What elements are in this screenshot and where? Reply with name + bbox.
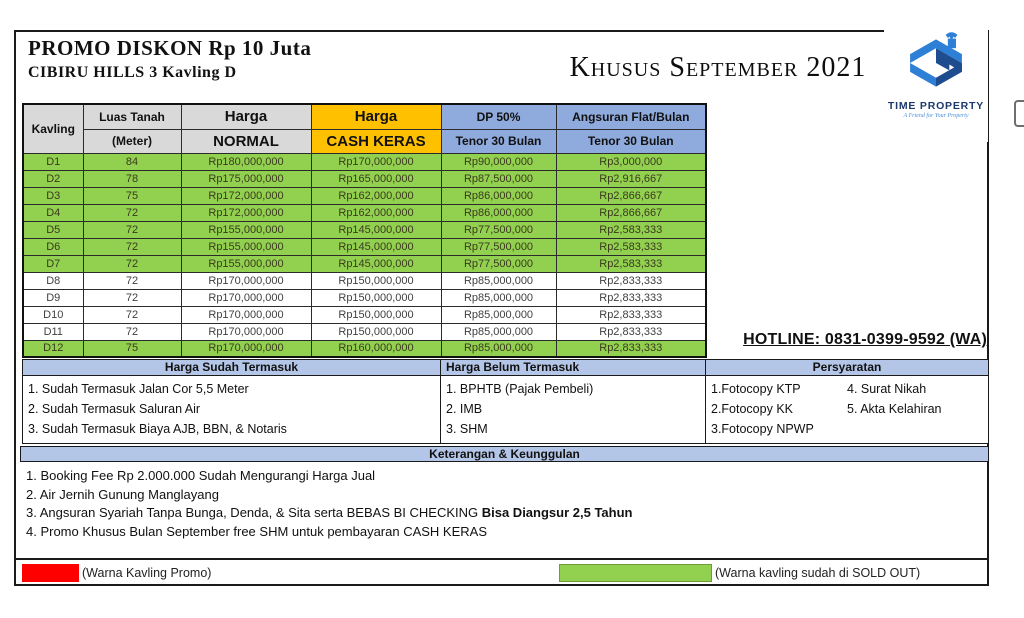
requirement-item: 4. Surat Nikah	[847, 382, 927, 396]
cell-normal: Rp170,000,000	[181, 306, 311, 323]
excluded-item: 1. BPHTB (Pajak Pembeli)	[446, 382, 594, 396]
included-item: 2. Sudah Termasuk Saluran Air	[28, 402, 201, 416]
cell-cash: Rp162,000,000	[311, 187, 441, 204]
section-header-included: Harga Sudah Termasuk	[22, 359, 441, 376]
promo-color-label: (Warna Kavling Promo)	[82, 566, 212, 580]
cell-normal: Rp172,000,000	[181, 204, 311, 221]
cell-kavling: D3	[23, 187, 83, 204]
cell-angsuran: Rp2,583,333	[556, 221, 706, 238]
cell-cash: Rp145,000,000	[311, 255, 441, 272]
cell-luas: 72	[83, 289, 181, 306]
price-table-header	[23, 104, 706, 153]
cell-angsuran: Rp2,833,333	[556, 340, 706, 357]
cell-luas: 72	[83, 221, 181, 238]
col-header-angsuran-1: Angsuran Flat/Bulan	[556, 104, 706, 129]
excluded-item: 2. IMB	[446, 402, 483, 416]
cell-angsuran: Rp2,833,333	[556, 306, 706, 323]
keterangan-header: Keterangan & Keunggulan	[20, 446, 989, 462]
cell-dp: Rp85,000,000	[441, 323, 556, 340]
table-row	[23, 153, 706, 170]
cell-dp: Rp85,000,000	[441, 340, 556, 357]
table-row	[23, 272, 706, 289]
cell-cash: Rp165,000,000	[311, 170, 441, 187]
col-header-dp-2: Tenor 30 Bulan	[441, 129, 556, 153]
included-item: 3. Sudah Termasuk Biaya AJB, BBN, & Notaris	[28, 422, 287, 436]
cell-luas: 72	[83, 272, 181, 289]
keterangan-item: 4. Promo Khusus Bulan September free SHM untuk pembayaran CASH KERAS	[26, 523, 487, 539]
cell-angsuran: Rp2,833,333	[556, 323, 706, 340]
cell-kavling: D10	[23, 306, 83, 323]
requirements-column-1	[711, 379, 847, 440]
cell-normal: Rp180,000,000	[181, 153, 311, 170]
clipped-edge-box	[1014, 100, 1024, 127]
cell-normal: Rp170,000,000	[181, 340, 311, 357]
cell-angsuran: Rp2,583,333	[556, 255, 706, 272]
cell-cash: Rp150,000,000	[311, 272, 441, 289]
section-header-requirements: Persyaratan	[705, 359, 989, 376]
cell-luas: 78	[83, 170, 181, 187]
cell-normal: Rp172,000,000	[181, 187, 311, 204]
cell-dp: Rp87,500,000	[441, 170, 556, 187]
cell-luas: 84	[83, 153, 181, 170]
cell-dp: Rp85,000,000	[441, 272, 556, 289]
cell-kavling: D8	[23, 272, 83, 289]
col-header-dp-1: DP 50%	[441, 104, 556, 129]
cell-kavling: D9	[23, 289, 83, 306]
col-header-cash-2: CASH KERAS	[311, 129, 441, 153]
table-row	[23, 238, 706, 255]
cell-kavling: D1	[23, 153, 83, 170]
cell-kavling: D11	[23, 323, 83, 340]
cell-kavling: D7	[23, 255, 83, 272]
requirement-item: 2.Fotocopy KK	[711, 402, 793, 416]
cell-dp: Rp90,000,000	[441, 153, 556, 170]
logo-name: TIME PROPERTY	[887, 100, 985, 112]
table-row	[23, 204, 706, 221]
cell-dp: Rp77,500,000	[441, 238, 556, 255]
col-header-kavling: Kavling	[23, 104, 83, 153]
table-row	[23, 323, 706, 340]
cell-luas: 75	[83, 187, 181, 204]
soldout-color-swatch	[559, 564, 712, 582]
cell-angsuran: Rp3,000,000	[556, 153, 706, 170]
cell-luas: 72	[83, 306, 181, 323]
table-row	[23, 306, 706, 323]
cell-dp: Rp86,000,000	[441, 204, 556, 221]
cell-kavling: D6	[23, 238, 83, 255]
promo-color-swatch	[22, 564, 79, 582]
cell-luas: 75	[83, 340, 181, 357]
keterangan-list	[26, 467, 976, 541]
table-row	[23, 255, 706, 272]
cell-cash: Rp150,000,000	[311, 306, 441, 323]
cell-dp: Rp86,000,000	[441, 187, 556, 204]
requirement-item: 1.Fotocopy KTP	[711, 382, 801, 396]
cell-normal: Rp155,000,000	[181, 255, 311, 272]
col-header-luas-1: Luas Tanah	[83, 104, 181, 129]
cell-cash: Rp145,000,000	[311, 221, 441, 238]
cell-cash: Rp170,000,000	[311, 153, 441, 170]
table-row	[23, 221, 706, 238]
requirement-item: 3.Fotocopy NPWP	[711, 422, 814, 436]
requirement-item: 5. Akta Kelahiran	[847, 402, 942, 416]
project-title: CIBIRU HILLS 3 Kavling D	[28, 64, 237, 81]
logo-tagline: A Friend for Your Property	[903, 113, 969, 119]
cell-angsuran: Rp2,583,333	[556, 238, 706, 255]
price-table-body	[23, 153, 706, 357]
cell-angsuran: Rp2,833,333	[556, 289, 706, 306]
title-block	[28, 36, 311, 82]
cell-cash: Rp162,000,000	[311, 204, 441, 221]
cell-cash: Rp145,000,000	[311, 238, 441, 255]
cell-dp: Rp77,500,000	[441, 221, 556, 238]
excluded-item: 3. SHM	[446, 422, 488, 436]
price-table	[22, 103, 707, 358]
cell-cash: Rp150,000,000	[311, 289, 441, 306]
cell-normal: Rp170,000,000	[181, 289, 311, 306]
cell-kavling: D12	[23, 340, 83, 357]
company-logo	[884, 24, 988, 142]
col-header-cash-1: Harga	[311, 104, 441, 129]
cell-angsuran: Rp2,866,667	[556, 204, 706, 221]
section-body-excluded	[440, 376, 706, 444]
hotline-label: HOTLINE: 0831-0399-9592 (WA)	[743, 331, 987, 348]
table-row	[23, 170, 706, 187]
cell-normal: Rp170,000,000	[181, 272, 311, 289]
cell-cash: Rp160,000,000	[311, 340, 441, 357]
cell-kavling: D2	[23, 170, 83, 187]
cell-normal: Rp175,000,000	[181, 170, 311, 187]
keterangan-item: 1. Booking Fee Rp 2.000.000 Sudah Mengurangi Harga Jual	[26, 468, 376, 483]
cell-luas: 72	[83, 255, 181, 272]
section-body-included	[22, 376, 441, 444]
cell-cash: Rp150,000,000	[311, 323, 441, 340]
cell-angsuran: Rp2,866,667	[556, 187, 706, 204]
section-body-requirements	[705, 376, 989, 444]
keterangan-item: 3. Angsuran Syariah Tanpa Bunga, Denda, & Sita serta BEBAS BI CHECKING Bisa Diangsur 2,5 Tahun	[26, 505, 633, 520]
legend-divider	[14, 558, 989, 560]
cell-normal: Rp155,000,000	[181, 238, 311, 255]
requirements-column-2	[847, 379, 983, 440]
time-property-logo-icon	[899, 26, 973, 100]
cell-dp: Rp77,500,000	[441, 255, 556, 272]
promo-title: PROMO DISKON Rp 10 Juta	[28, 36, 312, 60]
cell-luas: 72	[83, 238, 181, 255]
col-header-normal-2: NORMAL	[181, 129, 311, 153]
period-title: Khusus September 2021	[569, 52, 867, 83]
included-item: 1. Sudah Termasuk Jalan Cor 5,5 Meter	[28, 382, 249, 396]
cell-kavling: D5	[23, 221, 83, 238]
keterangan-item: 2. Air Jernih Gunung Manglayang	[26, 486, 219, 502]
col-header-normal-1: Harga	[181, 104, 311, 129]
table-row	[23, 340, 706, 357]
cell-angsuran: Rp2,916,667	[556, 170, 706, 187]
table-row	[23, 187, 706, 204]
cell-dp: Rp85,000,000	[441, 289, 556, 306]
cell-normal: Rp155,000,000	[181, 221, 311, 238]
col-header-angsuran-2: Tenor 30 Bulan	[556, 129, 706, 153]
section-header-excluded: Harga Belum Termasuk	[440, 359, 706, 376]
cell-luas: 72	[83, 323, 181, 340]
cell-kavling: D4	[23, 204, 83, 221]
col-header-luas-2: (Meter)	[83, 129, 181, 153]
table-row	[23, 289, 706, 306]
soldout-color-label: (Warna kavling sudah di SOLD OUT)	[715, 566, 921, 580]
cell-luas: 72	[83, 204, 181, 221]
cell-angsuran: Rp2,833,333	[556, 272, 706, 289]
cell-normal: Rp170,000,000	[181, 323, 311, 340]
cell-dp: Rp85,000,000	[441, 306, 556, 323]
